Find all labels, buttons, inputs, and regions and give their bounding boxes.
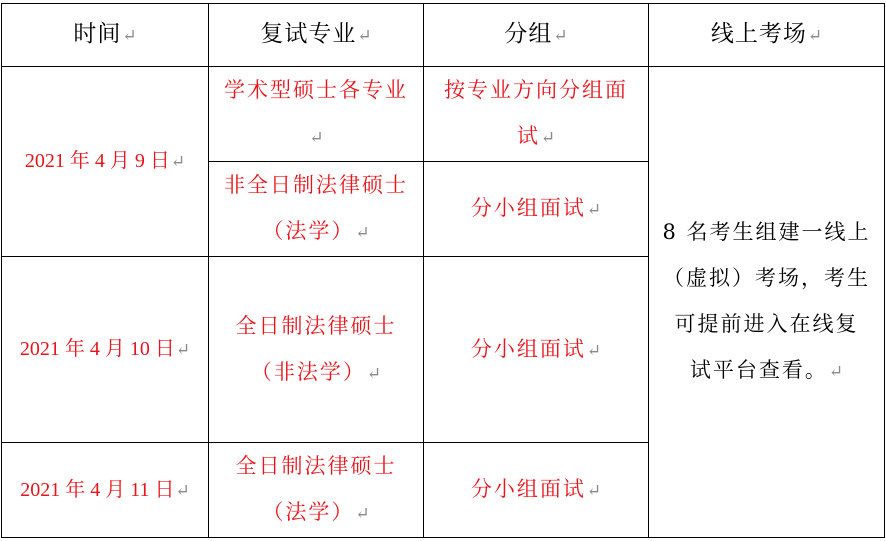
date-cell-2: 2021 年 4 月 10 日↵ bbox=[2, 257, 209, 443]
return-mark-icon: ↵ bbox=[122, 26, 137, 46]
return-mark-icon: ↵ bbox=[355, 223, 370, 243]
return-mark-icon: ↵ bbox=[366, 363, 382, 384]
return-mark-icon: ↵ bbox=[309, 128, 324, 148]
header-group: 分组↵ bbox=[424, 4, 649, 67]
date-cell-1: 2021 年 4 月 9 日↵ bbox=[2, 67, 209, 257]
venue-note-cell: 8 名考生组建一线上 （虚拟）考场，考生 可提前进入在线复 试平台查看。↵ bbox=[649, 67, 885, 538]
major-cell-3: 全日制法律硕士 （非法学）↵ bbox=[209, 257, 424, 443]
return-mark-icon: ↵ bbox=[828, 362, 844, 382]
return-mark-icon: ↵ bbox=[586, 340, 602, 361]
return-mark-icon: ↵ bbox=[357, 26, 372, 46]
table-row bbox=[2, 67, 885, 162]
return-mark-icon: ↵ bbox=[553, 26, 568, 46]
return-mark-icon: ↵ bbox=[175, 480, 190, 500]
major-cell-1: 学术型硕士各专业↵ bbox=[209, 67, 424, 162]
return-mark-icon: ↵ bbox=[586, 481, 602, 501]
header-time: 时间↵ bbox=[2, 4, 209, 67]
group-cell-3: 分小组面试↵ bbox=[424, 257, 649, 443]
header-major: 复试专业↵ bbox=[209, 4, 424, 67]
return-mark-icon: ↵ bbox=[540, 128, 556, 148]
document-page bbox=[1, 3, 884, 537]
date-cell-3: 2021 年 4 月 11 日↵ bbox=[2, 443, 209, 538]
major-cell-2: 非全日制法律硕士 （法学）↵ bbox=[209, 162, 424, 257]
group-cell-4: 分小组面试↵ bbox=[424, 443, 649, 538]
major-cell-4: 全日制法律硕士 （法学）↵ bbox=[209, 443, 424, 538]
header-venue: 线上考场↵ bbox=[649, 4, 885, 67]
header-row bbox=[2, 4, 885, 67]
group-cell-1: 按专业方向分组面 试↵ bbox=[424, 67, 649, 162]
return-mark-icon: ↵ bbox=[170, 152, 186, 171]
group-cell-2: 分小组面试↵ bbox=[424, 162, 649, 257]
return-mark-icon: ↵ bbox=[355, 504, 370, 524]
return-mark-icon: ↵ bbox=[175, 340, 191, 359]
exam-schedule-table bbox=[1, 3, 885, 538]
return-mark-icon: ↵ bbox=[586, 200, 602, 220]
return-mark-icon: ↵ bbox=[807, 26, 823, 46]
